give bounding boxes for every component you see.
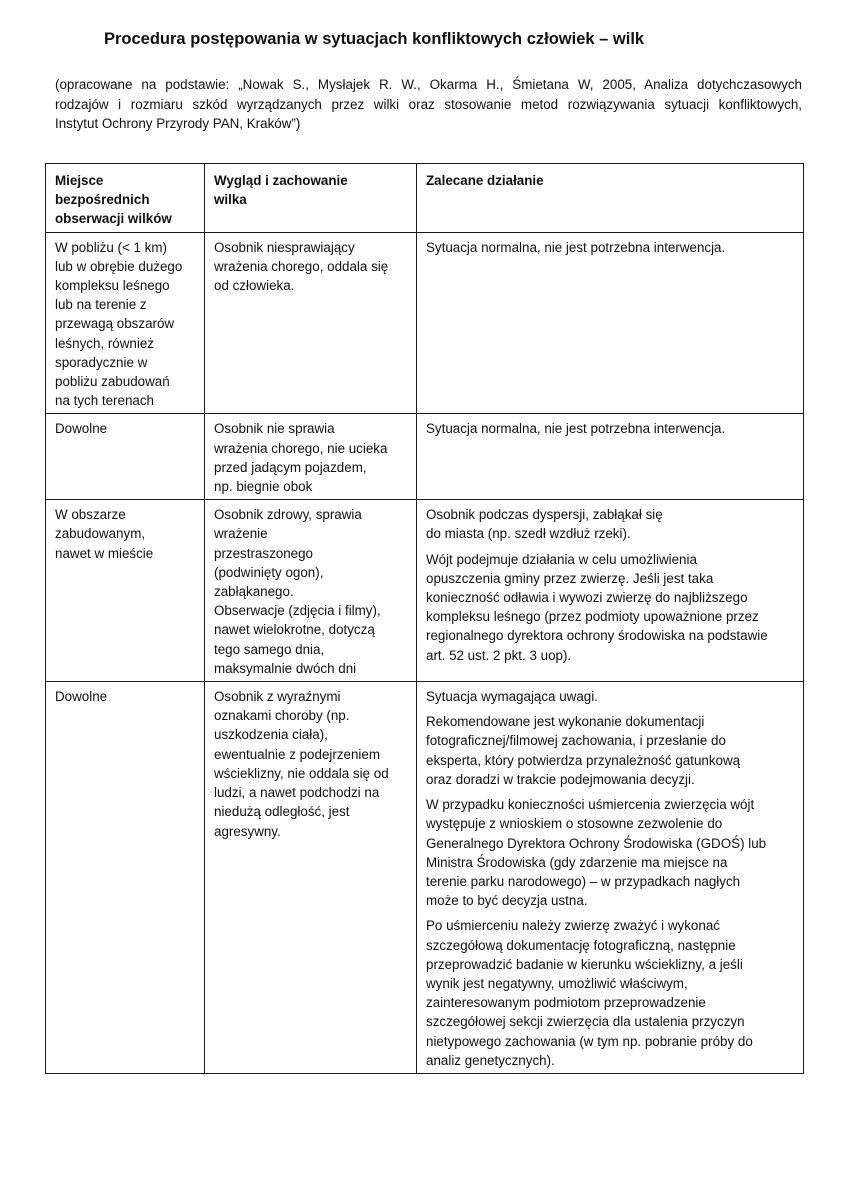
cell-line: pobliżu zabudowań [55,374,170,390]
cell-line: zabłąkanego. [214,584,294,600]
cell-line: maksymalnie dwóch dni [214,660,357,676]
cell-line: lub na terenie z [55,297,147,313]
cell-line: wrażenie [214,526,268,542]
cell-line: konieczność odławia i wywozi zwierzę do najbliższego [426,590,748,606]
cell-line: oraz doradzi w trakcie podejmowania decyzji. [426,771,695,787]
source-citation [55,75,802,134]
table-header-row [46,164,804,233]
cell-line: szczegółowej sekcji zwierzęcia dla ustalenia przyczyn [426,1014,745,1030]
cell-behavior [205,682,417,1074]
cell-line: Obserwacje (zdjęcia i filmy), [214,603,381,619]
cell-line: lub w obrębie dużego [55,258,183,274]
cell-line: niedużą odległość, jest [214,804,350,820]
action-paragraph [426,795,796,910]
cell-line: przed jadącym pojazdem, [214,459,367,475]
cell-line: Osobnik zdrowy, sprawia [214,507,362,523]
cell-line: zabudowanym, [55,526,146,542]
cell-line: Osobnik nie sprawia [214,421,335,437]
header-behavior [205,164,417,233]
header-line: obserwacji wilków [55,211,172,227]
cell-line: występuje z wnioskiem o stosowne zezwolenie do [426,816,723,832]
cell-place [46,500,205,682]
table-row [46,682,804,1074]
cell-line: kompleksu leśnego (przez podmioty upoważnione przez [426,609,759,625]
cell-line: na tych terenach [55,393,155,409]
cell-line: Generalnego Dyrektora Ochrony Środowiska (GDOŚ) lub [426,835,767,851]
cell-line: od człowieka. [214,278,295,294]
header-line: wilka [214,192,247,208]
cell-line: może to być decyzja ustna. [426,893,588,909]
cell-line: Dowolne [55,689,108,705]
cell-place [46,682,205,1074]
action-paragraph [426,712,796,789]
cell-line: Ministra Środowiska (gdy zdarzenie ma miejsce na [426,854,728,870]
cell-behavior [205,414,417,500]
cell-line: agresywny. [214,823,281,839]
header-line: Wygląd i zachowanie [214,173,348,188]
page-title: Procedura postępowania w sytuacjach konfliktowych człowiek – wilk [104,30,645,48]
cell-behavior [205,232,417,414]
source-line: (opracowane na podstawie: „Nowak S., Mysłajek R. W., Okarma H., Śmietana W, 2005, Analiza dotychczasowych [55,77,802,92]
action-paragraph [426,687,796,706]
cell-line: Sytuacja normalna, nie jest potrzebna interwencja. [426,421,726,437]
cell-line: analiz genetycznych). [426,1052,555,1068]
cell-line: Sytuacja normalna, nie jest potrzebna interwencja. [426,239,726,255]
cell-line: np. biegnie obok [214,479,313,495]
cell-line: wścieklizny, nie oddala się od [214,765,389,781]
cell-line: tego samego dnia, [214,641,325,657]
cell-line: Dowolne [55,421,108,437]
cell-line: (podwinięty ogon), [214,564,324,580]
source-line: Instytut Ochrony Przyrody PAN, Kraków”) [55,116,301,131]
cell-line: szczegółową dokumentację fotograficzną, następnie [426,937,736,953]
cell-line: przewagą obszarów [55,316,175,332]
cell-action [417,500,804,682]
cell-line: opuszczenia gminy przez zwierzę. Jeśli jest taka [426,570,714,586]
cell-line: wrażenia chorego, oddala się [214,258,389,274]
procedure-table [45,163,804,1074]
cell-line: nawet wielokrotne, dotyczą [214,622,375,638]
cell-line: ewentualnie z podejrzeniem [214,746,380,762]
cell-line: oznakami choroby (np. [214,708,350,724]
cell-line: uszkodzenia ciała), [214,727,328,743]
cell-line: nietypowego zachowania (w tym np. pobranie próby do [426,1033,753,1049]
cell-line: nawet w mieście [55,545,154,561]
source-line: rodzajów i rozmiaru szkód wyrządzanych przez wilki oraz stosowanie metod rozwiązywania sytuacji konfliktowych, [55,96,802,112]
action-paragraph [426,419,796,438]
cell-line: Osobnik podczas dyspersji, zabłąkał się [426,507,663,523]
table-row [46,414,804,500]
cell-line: Osobnik niesprawiający [214,239,355,255]
cell-line: W pobliżu (< 1 km) [55,239,167,255]
cell-line: leśnych, również [55,335,154,351]
header-line: Miejsce [55,173,104,188]
cell-line: art. 52 ust. 2 pkt. 3 uop). [426,647,572,663]
cell-line: zainteresowanym podmiotom przeprowadzenie [426,995,706,1011]
cell-line: ludzi, a nawet podchodzi na [214,785,380,801]
cell-line: wrażenia chorego, nie ucieka [214,440,388,456]
table-row [46,232,804,414]
cell-line: Wójt podejmuje działania w celu umożliwienia [426,551,697,567]
action-paragraph [426,916,796,1070]
cell-line: Rekomendowane jest wykonanie dokumentacji [426,714,705,730]
header-place [46,164,205,233]
cell-place [46,414,205,500]
action-paragraph [426,505,796,543]
cell-line: terenie parku narodowego) – w przypadkach nagłych [426,873,741,889]
cell-line: Sytuacja wymagająca uwagi. [426,689,598,705]
header-line: bezpośrednich [55,192,150,208]
action-paragraph [426,238,796,257]
cell-place [46,232,205,414]
header-action [417,164,804,233]
cell-line: regionalnego dyrektora ochrony środowiska na podstawie [426,628,768,644]
cell-line: do miasta (np. szedł wzdłuż rzeki). [426,526,631,542]
table-row [46,500,804,682]
cell-line: W obszarze [55,507,126,523]
cell-action [417,682,804,1074]
cell-action [417,414,804,500]
cell-line: Po uśmierceniu należy zwierzę zważyć i wykonać [426,918,720,934]
cell-line: wynik jest negatywny, umożliwić właściwym, [426,975,688,991]
header-line: Zalecane działanie [426,173,544,188]
cell-line: Osobnik z wyraźnymi [214,689,341,705]
action-paragraph [426,550,796,665]
cell-behavior [205,500,417,682]
cell-line: W przypadku konieczności uśmiercenia zwierzęcia wójt [426,797,755,813]
cell-line: eksperta, który potwierdza przynależność gatunkową [426,752,741,768]
cell-line: przestraszonego [214,545,313,561]
cell-action [417,232,804,414]
cell-line: przeprowadzić badanie w kierunku wścieklizny, a jeśli [426,956,743,972]
cell-line: fotograficznej/filmowej zachowania, i przesłanie do [426,733,726,749]
cell-line: kompleksu leśnego [55,278,170,294]
cell-line: sporadycznie w [55,354,148,370]
